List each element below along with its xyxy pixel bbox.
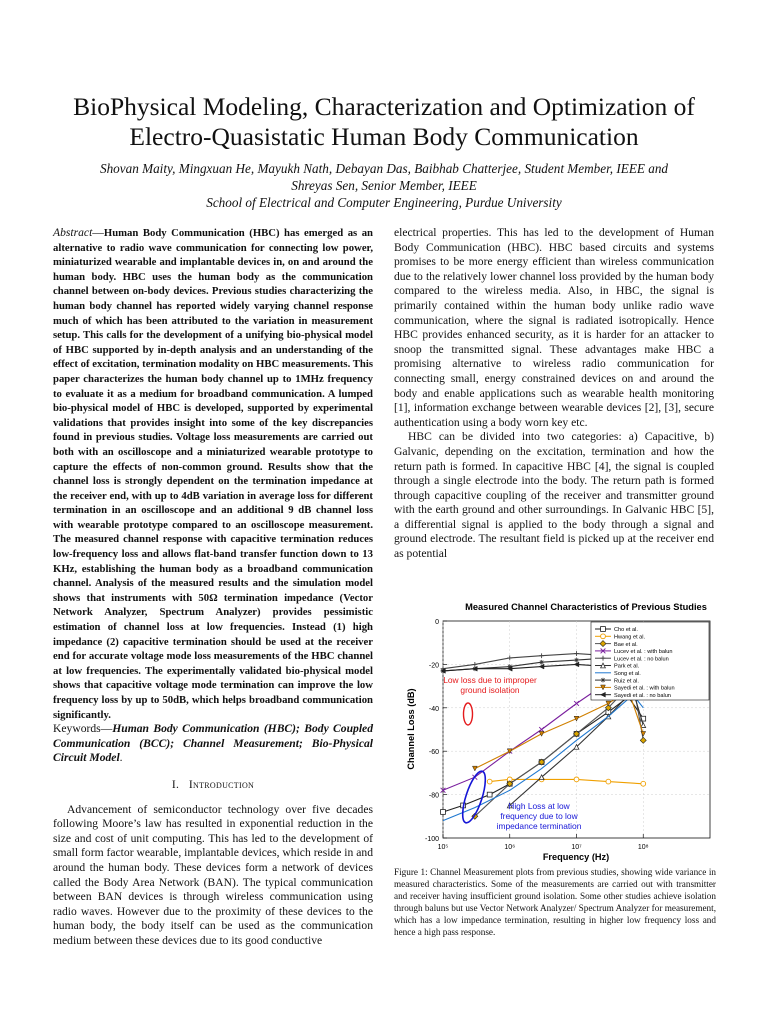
data-point (539, 727, 544, 732)
x-axis-label: Frequency (Hz) (542, 852, 610, 862)
x-tick-label: 10⁵ (437, 844, 449, 851)
y-tick-label: -20 (428, 662, 439, 670)
y-tick-label: -60 (428, 749, 439, 757)
y-axis-label: Channel Loss (dB) (406, 688, 416, 770)
legend-marker (601, 634, 606, 639)
data-point (539, 664, 544, 669)
legend-label: Lucev et al. : no balun (614, 656, 669, 663)
section-number: I. (171, 777, 180, 791)
data-point (640, 737, 646, 743)
data-point (539, 660, 544, 665)
data-point (539, 731, 544, 736)
y-tick-label: -40 (428, 705, 439, 713)
data-point (487, 792, 492, 797)
left-column (53, 226, 373, 949)
keywords-end: . (119, 751, 123, 765)
title-line-1: BioPhysical Modeling, Characterization and Optimization of (73, 92, 695, 121)
keywords-label: Keywords (53, 722, 101, 736)
data-point (574, 651, 579, 656)
series-1 (441, 695, 646, 815)
title-line-2: Electro-Quasistatic Human Body Communication (129, 122, 639, 151)
annotation-low-loss-line-1: Low loss due to improper (443, 675, 537, 685)
data-point (472, 766, 477, 771)
abstract-dash: — (92, 226, 104, 239)
right-column (394, 226, 714, 562)
data-point (606, 701, 611, 706)
data-point (641, 723, 646, 728)
y-tick-label: -100 (424, 836, 439, 843)
legend-label: Ruiz et al. (614, 678, 639, 685)
data-point (539, 653, 544, 658)
legend-label: Bae et al. (614, 641, 638, 648)
annotation-low-loss-ellipse (464, 703, 473, 725)
x-tick-label: 10⁷ (571, 844, 582, 851)
intro-paragraph-1: Advancement of semiconductor technology over five decades following Moore’s law has resulted in exponential reduction in the size and cost of unit computing. This has led to the development of small form factor wearable, implantable devices, which reside in and around the human body. These devices form a network of devices called the Body Area Network (BAN). The typical communication between BAN devices is through wireless communication using radio waves. However due to the proximity of these devices to the human body, the body itself can be used as the communication medium between these devices due to its good conductive (53, 802, 373, 947)
legend-label: Lucev et al. : with balun (614, 649, 673, 656)
abstract-label: Abstract (53, 226, 93, 239)
data-point (574, 716, 579, 721)
data-point (606, 779, 611, 784)
author-block (40, 160, 728, 211)
series-line (475, 690, 644, 768)
legend-label: Sayedi et al. : no balun (614, 692, 671, 699)
y-tick-label: 0 (435, 619, 439, 626)
series-9 (472, 688, 645, 771)
affiliation: School of Electrical and Computer Engineering, Purdue University (206, 195, 562, 210)
keywords-dash: — (100, 722, 113, 736)
data-point (441, 810, 446, 815)
legend-label: Sayedi et al. : with balun (614, 685, 675, 692)
authors-line-2: Shreyas Sen, Senior Member, IEEE (291, 178, 477, 193)
y-tick-label: -80 (428, 792, 439, 800)
keywords (53, 722, 373, 766)
data-point (487, 779, 492, 784)
intro-paragraph-2: electrical properties. This has led to the development of Human Body Communication (HBC). HBC based circuits and systems promises to be more energy efficient than wireless communication due to the relatively lower channel loss provided by the human body compared to the wireless media. Also, in HBC, the signal is primarily contained within the human body unlike radio wave communication, where the signal is radiated isotropically. Hence HBC provides enhanced security, as it is harder for an attacker to snoop the transmitted signal. These advantages make HBC a promising alternative to wireless radio communication for connecting small, energy constrained devices on and around the body and enable applications such as wearable health monitoring [1], information exchange between wearable devices [2], [3], secure authentication using a body worn key etc. (394, 226, 714, 429)
x-tick-label: 10⁶ (504, 844, 516, 851)
data-point (574, 658, 579, 663)
annotation-low-loss (443, 675, 537, 725)
legend (591, 622, 709, 700)
figure-1-chart (394, 596, 718, 864)
chart-title: Measured Channel Characteristics of Previous Studies (465, 602, 707, 612)
abstract-text: Human Body Communication (HBC) has emerged as an alternative to radio wave communication for connecting low power, miniaturized wearable and implantable devices in, on and around the human body. HBC uses the human body as the communication channel between on-body devices. Previous studies characterizing the human body channel has reported widely varying channel response much of which has been attributed to the variation in measurement setup. This calls for the development of a unifying bio-physical model of HBC supported by in-depth analysis and an understanding of the effect of excitation, termination modality on HBC measurements. This paper characterizes the human body channel up to 1MHz frequency to evaluate it as a medium for broadband communication. A lumped bio-physical model of HBC is developed, supported by experimental validations that provides insight into some of the key discrepancies found in previous studies. Voltage loss measurements are carried out both with an oscilloscope and a miniaturized wearable prototype to capture the effects of non-common ground. Results show that the channel loss is strongly dependent on the termination impedance at the receiver end, with up to 4dB variation in average loss for different termination in an oscilloscope and an additional 9 dB channel loss with wearable prototype compared to an oscilloscope measurement. The measured channel response with capacitive termination reduces low-frequency loss and allows flat-band transfer function down to 13 KHz, establishing the human body as a broadband communication channel. Analysis of the measured results and the simulation model shows that instruments with 50Ω termination impedance (Vector Network Analyzer, Spectrum Analyzer) provides pessimistic estimation of channel loss at low frequencies. Instead (1) high impedance (2) capacitive termination should be used at the receiver end for accurate voltage mode loss measurements of the HBC channel at low frequencies. The experimentally validated bio-physical model shows that capacitive voltage mode termination can improve the low frequency loss by up to 50dB, which helps broadband communication significantly. (53, 227, 373, 721)
annotation-high-loss-line-3: impedance termination (496, 821, 582, 831)
legend-label: Hwang et al. (614, 634, 646, 641)
paper-title (40, 92, 728, 152)
data-point (641, 731, 646, 736)
section-heading-introduction (53, 778, 373, 793)
abstract (53, 226, 373, 722)
legend-label: Park et al. (614, 663, 640, 670)
data-point (472, 662, 477, 667)
figure-caption: Figure 1: Channel Measurement plots from previous studies, showing wide variance in measured characteristics. Some of the measurements are carried out with transmitter and receiver having insufficient ground isolation. Some other studies achieve isolation through baluns but use Vector Network Analyzer/ Spectrum Analyzer for measurement, which has a low impedance termination, resulting in higher low frequency loss and hence a high pass response. (394, 867, 716, 938)
annotation-high-loss-line-2: frequency due to low (500, 811, 578, 821)
intro-paragraph-3: HBC can be divided into two categories: a) Capacitive, b) Galvanic, depending on the excitation, termination and how the return path is formed. In capacitive HBC [4], the signal is coupled through a single electrode into the body. The return path is formed through capacitive coupling of the receiver and transmitter ground with the earth ground and other surroundings. In Galvanic HBC [5], a differential signal is applied to the body through a signal and ground electrode. The resultant field is picked up at the receiver end as potential (394, 430, 714, 561)
data-point (507, 655, 512, 660)
keywords-text: Human Body Communication (HBC); Body Coupled Communication (BCC); Channel Measurement; Bio-Physical Circuit Model (53, 722, 373, 765)
data-point (641, 781, 646, 786)
x-tick-label: 10⁸ (637, 844, 649, 851)
legend-marker (601, 627, 606, 632)
data-point (574, 777, 579, 782)
chart-svg (394, 596, 718, 864)
annotation-low-loss-line-2: ground isolation (460, 685, 520, 695)
series-line (475, 682, 644, 817)
legend-label: Cho et al. (614, 627, 638, 634)
annotation-high-loss-line-1: High Loss at low (508, 801, 570, 811)
section-title: Introduction (188, 777, 255, 791)
legend-label: Song et al. (614, 671, 641, 677)
authors-line-1: Shovan Maity, Mingxuan He, Mayukh Nath, Debayan Das, Baibhab Chatterjee, Student Member, IEEE and (99, 161, 669, 176)
